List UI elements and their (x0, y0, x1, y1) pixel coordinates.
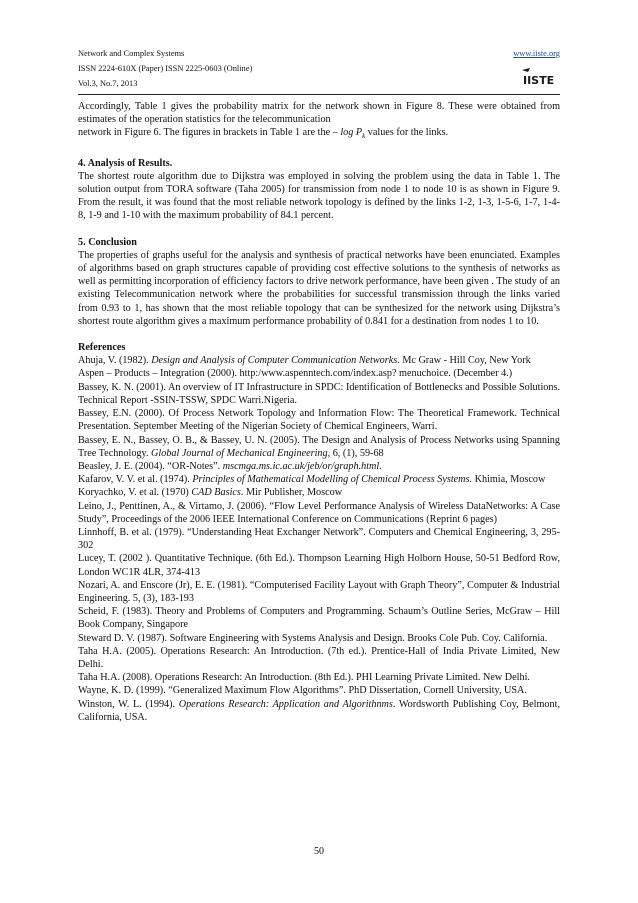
reference-part-i: Global Journal of Mechanical Engineering, (151, 447, 331, 459)
reference-item (78, 434, 560, 460)
reference-part-a: Beasley, J. E. (2004). “OR-Notes”. (78, 460, 223, 472)
reference-part-a: Kafarov, V. V. et al. (1974). (78, 474, 193, 486)
volume-line: Vol.3, No.7, 2013 (78, 79, 138, 88)
conclusion-heading: 5. Conclusion (78, 236, 137, 248)
reference-part-i: Principles of Mathematical Modelling of Chemical Process Systems. (192, 474, 473, 486)
reference-list (78, 354, 560, 724)
reference-part-i: Operations Research: Application and Algorithnms (178, 698, 393, 710)
intro-text-b: network in Figure 6. The figures in brackets in Table 1 are the – (78, 127, 341, 139)
iiste-logo-icon (520, 66, 560, 88)
analysis-paragraph: The shortest route algorithm due to Dijkstra was employed in solving the problem using the data in Table 1. The solution output from TORA software (Taha 2005) for transmission from node 1 to node 10 is as shown in Figure 9. From the result, it was found that the most reliable network topology is defined by the links 1-2, 1-3, 1-5-6, 1-7, 1-4-8, 1-9 and 1-10 with the maximum probability of 84.1 percent. (78, 170, 560, 222)
page-number: 50 (314, 846, 324, 857)
reference-item (78, 671, 560, 684)
intro-text-c: values for the links. (365, 127, 449, 139)
reference-item (78, 460, 560, 473)
reference-item (78, 500, 560, 526)
analysis-heading: 4. Analysis of Results. (78, 157, 173, 169)
reference-part-a: Steward D. V. (1987). Software Engineering with Systems Analysis and Design. Brooks Cole Pub. Coy. California. (78, 632, 548, 644)
reference-part-b: . Mir Publisher, Moscow (240, 487, 343, 499)
reference-part-a: Taha H.A. (2008). Operations Research: An Introduction. (8th Ed.). PHI Learning Private Limited. New Delhi. (78, 672, 530, 684)
journal-name: Network and Complex Systems (78, 49, 185, 58)
reference-part-b: 6, (1), 59-68 (330, 447, 384, 459)
reference-part-a: Bassey, K. N. (2001). An overview of IT Infrastructure in SPDC: Identification of Bottlenecks and Possible Solutions. Technical Report -SSIN-TSSW, SPDC Warri.Nigeria. (78, 381, 560, 406)
reference-part-a: Wayne, K. D. (1999). “Generalized Maximum Flow Algorithms”. PhD Dissertation, Cornell University, USA. (78, 685, 527, 697)
reference-part-a: Winston, W. L. (1994). (78, 698, 179, 710)
reference-part-i: CAD Basics (191, 487, 241, 499)
issn-line: ISSN 2224-610X (Paper) ISSN 2225-0603 (Online) (78, 64, 253, 73)
reference-part-a: Nozari, A. and Enscore (Jr), E. E. (1981). “Computerised Facility Layout with Graph Theory”, Computer & Industrial Engineering. 5, (3), 183-193 (78, 579, 560, 604)
reference-part-b: . Mc Graw - Hill Coy, New York (397, 355, 531, 367)
reference-part-b: Khimia, Moscow (472, 474, 546, 486)
reference-item (78, 579, 560, 605)
reference-item (78, 367, 560, 380)
reference-part-b: . Wordsworth Publishing Coy, Belmont, California, USA. (78, 698, 560, 723)
reference-part-a: Koryachko, V. et al. (1970) (78, 487, 192, 499)
reference-item (78, 605, 560, 631)
reference-part-a: Lucey, T. (2002 ). Quantitative Technique. (6th Ed.). Thompson Learning High Holborn House, 50-51 Bedford Row, London WC1R 4LR, 374-413 (78, 553, 560, 578)
reference-part-a: Aspen – Products – Integration (2000). http:/www.aspenntech.com/index.asp? menuchoice. (December 4.) (78, 368, 513, 380)
reference-item (78, 526, 560, 552)
reference-item (78, 645, 560, 671)
svg-text:IISTE: IISTE (523, 74, 555, 87)
reference-item (78, 473, 560, 486)
conclusion-paragraph: The properties of graphs useful for the analysis and synthesis of practical networks have been enunciated. Examples of algorithms based on graph structures capable of providing cost effective solutions to the synthesis of networks as well as permitting incorporation of efficiency factors to drive network performance, have been given . The study of an existing Telecommunication network where the probabilities for successful transmission through the links varied from 0.93 to 1, has shown that the most reliable topology that can be synthesized for the network using Dijkstra’s shortest route algorithm gives a maximum performance probability of 0.841 for a destination from nodes 1 to 10. (78, 249, 560, 327)
reference-item (78, 552, 560, 578)
journal-url-link[interactable]: www.iiste.org (513, 49, 560, 58)
reference-item (78, 381, 560, 407)
reference-part-a: Scheid, F. (1983). Theory and Problems of Computers and Programming. Schaum’s Outline Series, McGraw – Hill Book Company, Singapore (78, 606, 560, 631)
references-heading: References (78, 342, 126, 354)
log-pk-math: $\log P_k$ (340, 127, 366, 141)
reference-item (78, 684, 560, 697)
reference-part-i: mscmga.ms.ic.ac.uk/jeb/or/graph.html. (222, 460, 382, 472)
article-body (78, 100, 560, 724)
reference-item (78, 632, 560, 645)
reference-part-i: Design and Analysis of Computer Communication Networks (151, 355, 398, 367)
running-header (78, 46, 560, 91)
reference-item (78, 486, 560, 499)
reference-item (78, 407, 560, 433)
header-rule (78, 94, 560, 95)
intro-text-a: Accordingly, Table 1 gives the probability matrix for the network shown in Figure 8. These were obtained from estimates of the operation statistics for the telecommunication (78, 101, 560, 126)
reference-part-a: Leino, J., Penttinen, A., & Virtamo, J. (2006). “Flow Level Performance Analysis of Wireless DataNetworks: A Case Study”, Proceedings of the 2006 IEEE International Conference on Communications (Reprint 6 pages) (78, 500, 560, 525)
intro-paragraph (78, 100, 560, 144)
reference-part-a: Taha H.A. (2005). Operations Research: An Introduction. (7th ed.). Prentice-Hall of India Private Limited, New Delhi. (78, 645, 560, 670)
reference-part-a: Bassey, E.N. (2000). Of Process Network Topology and Information Flow: The Theoretical Framework. Technical Presentation. September Meeting of the Nigerian Society of Chemical Engineers, Warri. (78, 408, 560, 433)
reference-part-a: Ahuja, V. (1982). (78, 355, 152, 367)
reference-item (78, 354, 560, 367)
reference-item (78, 698, 560, 724)
reference-part-a: Bassey, E. N., Bassey, O. B., & Bassey, U. N. (2005). The Design and Analysis of Process Networks using Spanning Tree Technology. (78, 434, 560, 459)
reference-part-a: Linnhoff, B. et al. (1979). “Understanding Heat Exchanger Network”. Computers and Chemical Engineering, 3, 295-302 (78, 526, 560, 552)
